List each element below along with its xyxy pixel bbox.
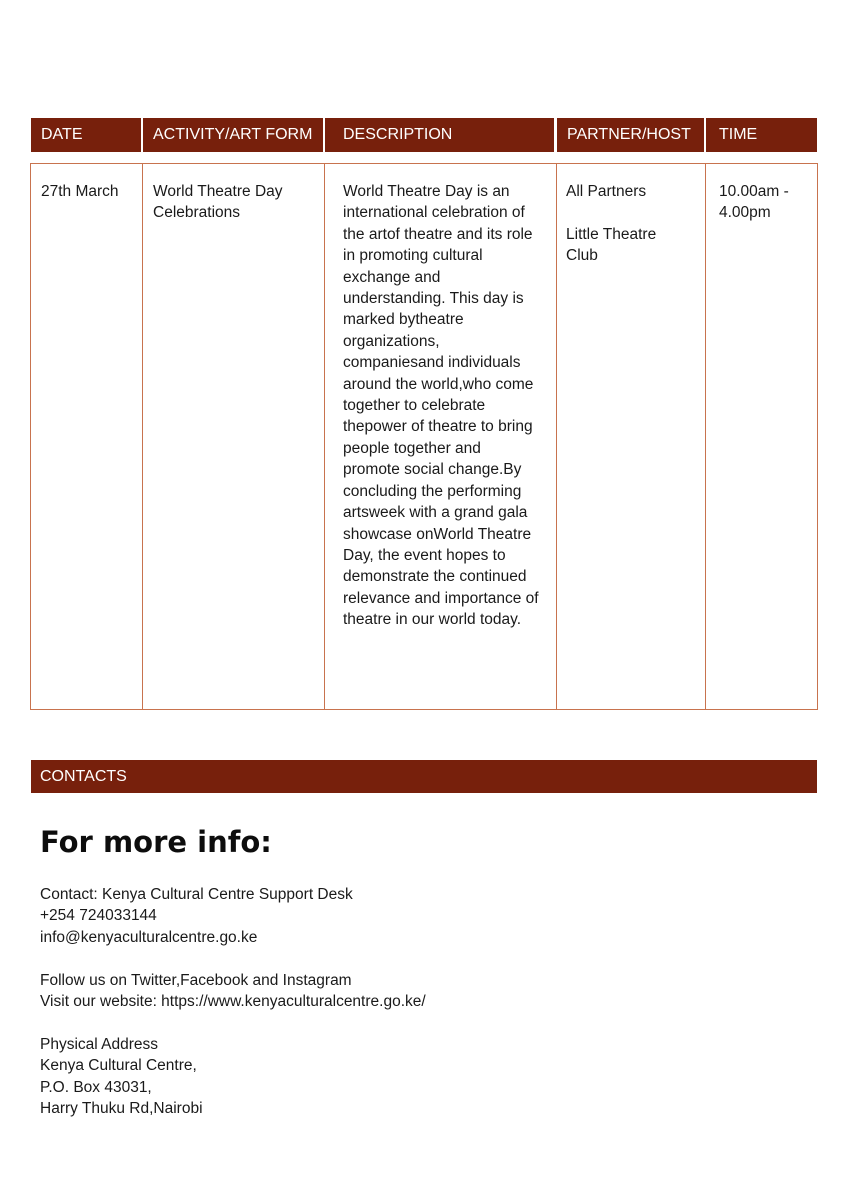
cell-time	[705, 163, 818, 710]
time-text: 10.00am - 4.00pm	[719, 183, 789, 222]
header-activity: ACTIVITY/ART FORM	[143, 118, 323, 152]
contact-name: Contact: Kenya Cultural Centre Support Desk	[40, 886, 353, 903]
address-line-1: Kenya Cultural Centre,	[40, 1057, 197, 1075]
contacts-bar: CONTACTS	[31, 760, 817, 793]
header-partner-host: PARTNER/HOST	[557, 118, 704, 152]
address-label: Physical Address	[40, 1035, 159, 1053]
cell-description	[324, 163, 557, 710]
date-text: 27th March	[41, 183, 119, 200]
website-text[interactable]: Visit our website: https://www.kenyaculturalcentre.go.ke/	[40, 993, 426, 1011]
header-date: DATE	[31, 118, 141, 152]
description-text: World Theatre Day is an international celebration of the artof theatre and its role in promoting cultural exchange and understanding. This day is marked bytheatre organizations, companiesand individuals around the world,who come together to celebrate thepower of theatre to bring people together and promote social change.By concluding the performing artsweek with a grand gala showcase onWorld Theatre Day, the event hopes to demonstrate the continued relevance and importance of theatre in our world today.	[343, 183, 539, 629]
contact-details	[40, 884, 426, 1119]
cell-date	[30, 163, 143, 710]
partner-primary: All Partners	[566, 183, 647, 200]
cell-partner-host	[556, 163, 706, 710]
partner-secondary: Little Theatre Club	[566, 225, 657, 265]
address-line-2: P.O. Box 43031,	[40, 1078, 152, 1096]
header-description: DESCRIPTION	[325, 118, 554, 152]
cell-activity	[142, 163, 325, 710]
header-time: TIME	[706, 118, 817, 152]
activity-text: World Theatre Day Celebrations	[153, 183, 283, 222]
address-line-3: Harry Thuku Rd,Nairobi	[40, 1100, 203, 1118]
social-text: Follow us on Twitter,Facebook and Instagram	[40, 971, 352, 989]
more-info-heading: For more info:	[40, 825, 272, 859]
contact-email[interactable]: info@kenyaculturalcentre.go.ke	[40, 928, 258, 946]
contact-phone: +254 724033144	[40, 907, 157, 925]
